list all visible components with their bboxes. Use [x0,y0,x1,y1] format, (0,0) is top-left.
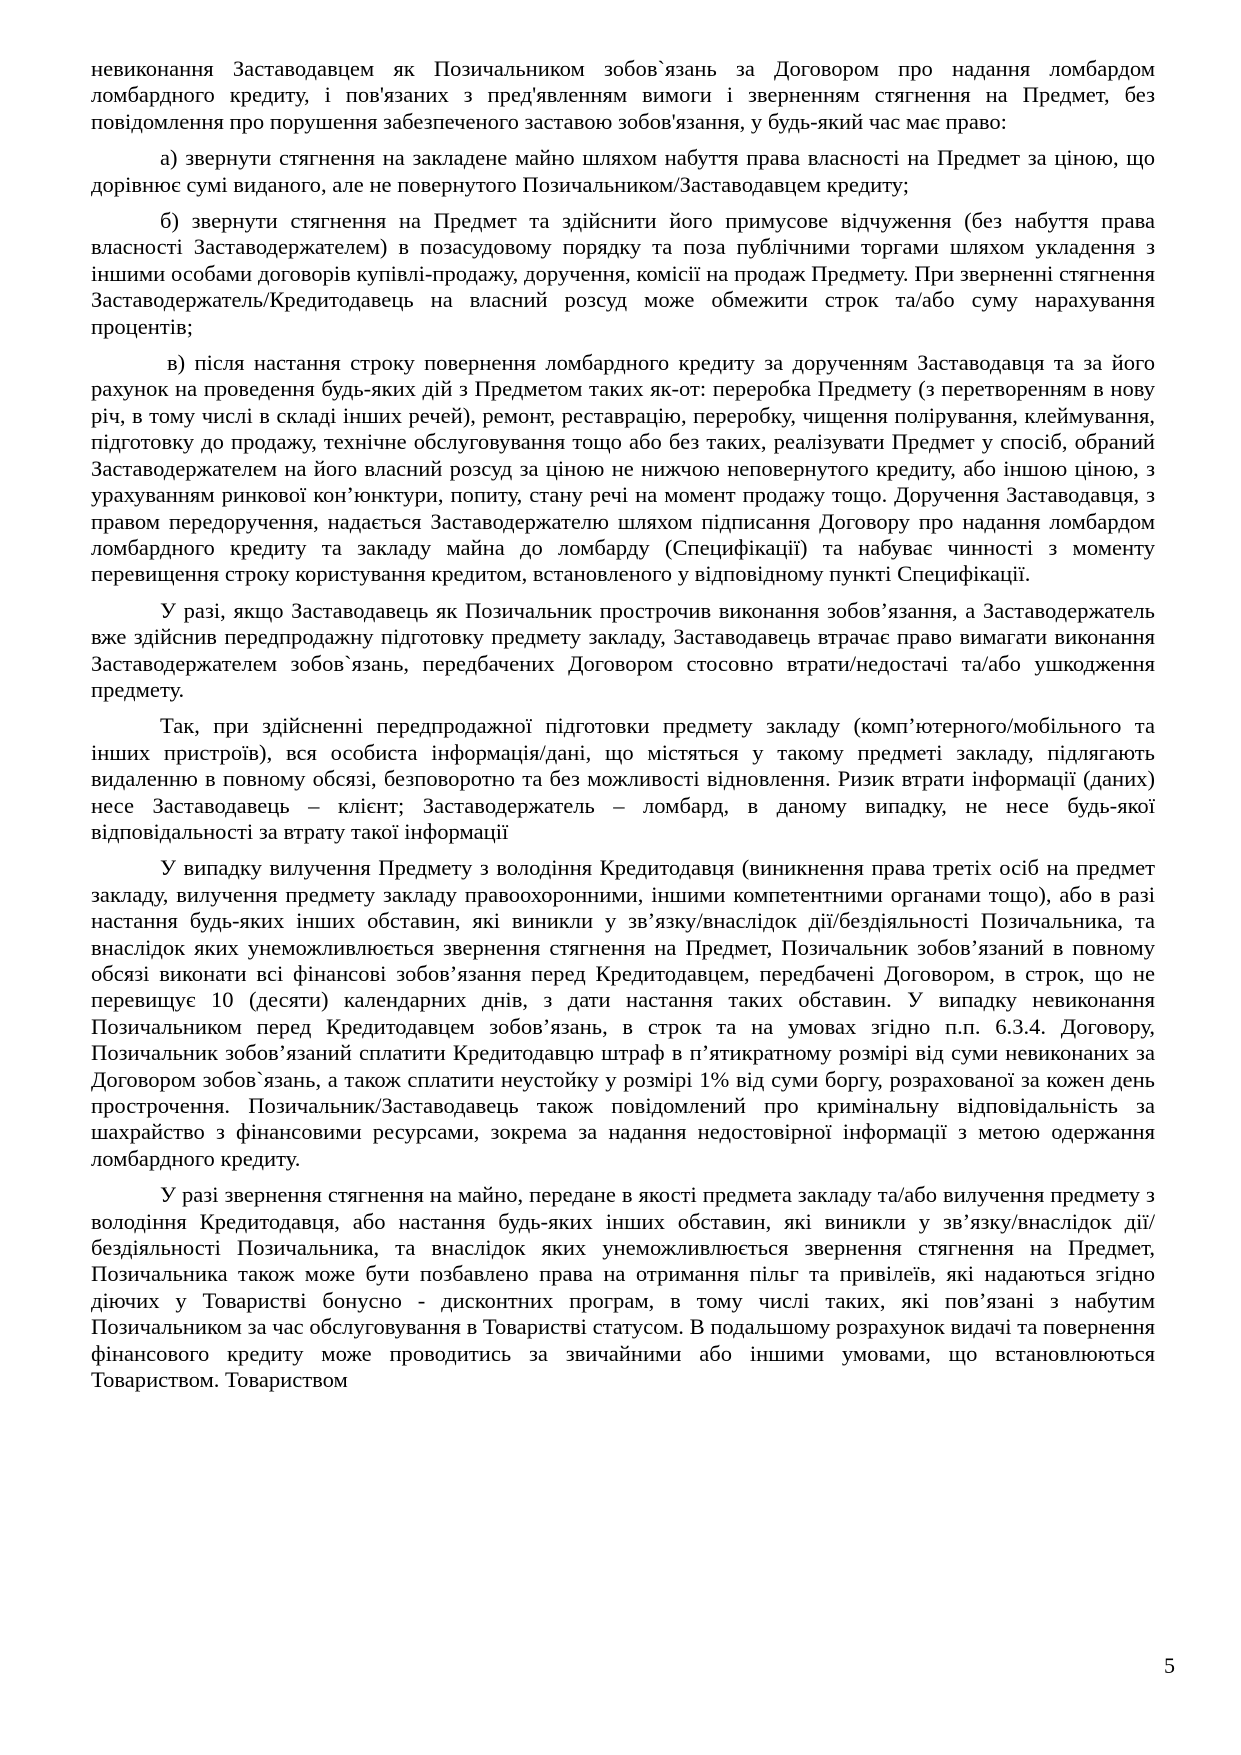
paragraph-option-v: в) після настання строку повернення ломбардного кредиту за дорученням Заставодавця та за його рахунок на проведення будь-яких дій з Предметом таких як-от: переробка Предмету (з перетворенням в нову річ, в тому числі в складі інших речей), ремонт, реставрацію, переробку, чищення полірування, клеймування, підготовку до продажу, технічне обслуговування тощо або без таких, реалізувати Предмет у спосіб, обраний Заставодержателем на його власний розсуд за ціною не нижчою неповернутого кредиту, або іншою ціною, з урахуванням ринкової кон’юнктури, попиту, стану речі на момент продажу тощо. Доручення Заставодавця, з правом передоручення, надається Заставодержателю шляхом підписання Договору про надання ломбардом ломбардного кредиту та закладу майна до ломбарду (Специфікації) та набуває чинності з моменту перевищення строку користування кредитом, встановленого у відповідному пункті Специфікації. [91,350,1155,587]
page-number: 5 [1164,1653,1175,1678]
paragraph-lender-rights-intro: невиконання Заставодавцем як Позичальником зобов`язань за Договором про надання ломбардом ломбардного кредиту, і пов'язаних з пред'явленням вимоги і зверненням стягнення на Предмет, без повідомлення про порушення забезпеченого заставою зобов'язання, у будь-який час має право: [91,56,1155,134]
paragraph-item-seizure: У випадку вилучення Предмету з володіння Кредитодавця (виникнення права третіх осіб на предмет закладу, вилучення предмету закладу правоохоронними, іншими компетентними органами тощо), або в разі настання будь-яких інших обставин, які виникли у зв’язку/внаслідок дії/бездіяльності Позичальника, та внаслідок яких унеможливлюється звернення стягнення на Предмет, Позичальник зобов’язаний в повному обсязі виконати всі фінансові зобов’язання перед Кредитодавцем, передбачені Договором, в строк, що не перевищує 10 (десяти) календарних днів, з дати настання таких обставин. У випадку невиконання Позичальником перед Кредитодавцем зобов’язань, в строк та на умовах згідно п.п. 6.3.4. Договору, Позичальник зобов’язаний сплатити Кредитодавцю штраф в п’ятикратному розмірі від суми невиконаних за Договором зобов`язань, а також сплатити неустойку у розмірі 1% від суми боргу, розрахованої за кожен день прострочення. Позичальник/Заставодавець також повідомлений про кримінальну відповідальність за шахрайство з фінансовими ресурсами, зокрема за надання недостовірної інформації з метою одержання ломбардного кредиту. [91,855,1155,1171]
paragraph-overdue-obligation: У разі, якщо Заставодавець як Позичальник прострочив виконання зобов’язання, а Заставодержатель вже здійснив передпродажну підготовку предмету закладу, Заставодавець втрачає право вимагати виконання Заставодержателем зобов`язань, передбачених Договором стосовно втрати/недостачі та/або ушкодження предмету. [91,597,1155,702]
document-body [91,56,1155,1404]
paragraph-bonus-programs: У разі звернення стягнення на майно, передане в якості предмета закладу та/або вилучення предмету з володіння Кредитодавця, або настання будь-яких інших обставин, які виникли у зв’язку/внаслідок дії/бездіяльності Позичальника, та внаслідок яких унеможливлюється звернення стягнення на Предмет, Позичальника також може бути позбавлено права на отримання пільг та привілеїв, які надаються згідно діючих у Товаристві бонусно - дисконтних програм, в тому числі таких, які пов’язані з набутим Позичальником за час обслуговування в Товаристві статусом. В подальшому розрахунок видачі та повернення фінансового кредиту може проводитись за звичайними або іншими умовами, що встановлюються Товариством. Товариством [91,1182,1155,1393]
paragraph-option-a: а) звернути стягнення на закладене майно шляхом набуття права власності на Предмет за ціною, що дорівнює сумі виданого, але не повернутого Позичальником/Заставодавцем кредиту; [91,145,1155,197]
paragraph-option-b: б) звернути стягнення на Предмет та здійснити його примусове відчуження (без набуття права власності Заставодержателем) в позасудовому порядку та поза публічними торгами шляхом укладення з іншими особами договорів купівлі-продажу, доручення, комісії на продаж Предмету. При зверненні стягнення Заставодержатель/Кредитодавець на власний розсуд може обмежити строк та/або суму нарахування процентів; [91,208,1155,339]
paragraph-data-deletion: Так, при здійсненні передпродажної підготовки предмету закладу (комп’ютерного/мобільного та інших пристроїв), вся особиста інформація/дані, що містяться у такому предметі закладу, підлягають видаленню в повному обсязі, безповоротно та без можливості відновлення. Ризик втрати інформації (даних) несе Заставодавець – клієнт; Заставодержатель – ломбард, в даному випадку, не несе будь-якої відповідальності за втрату такої інформації [91,713,1155,844]
